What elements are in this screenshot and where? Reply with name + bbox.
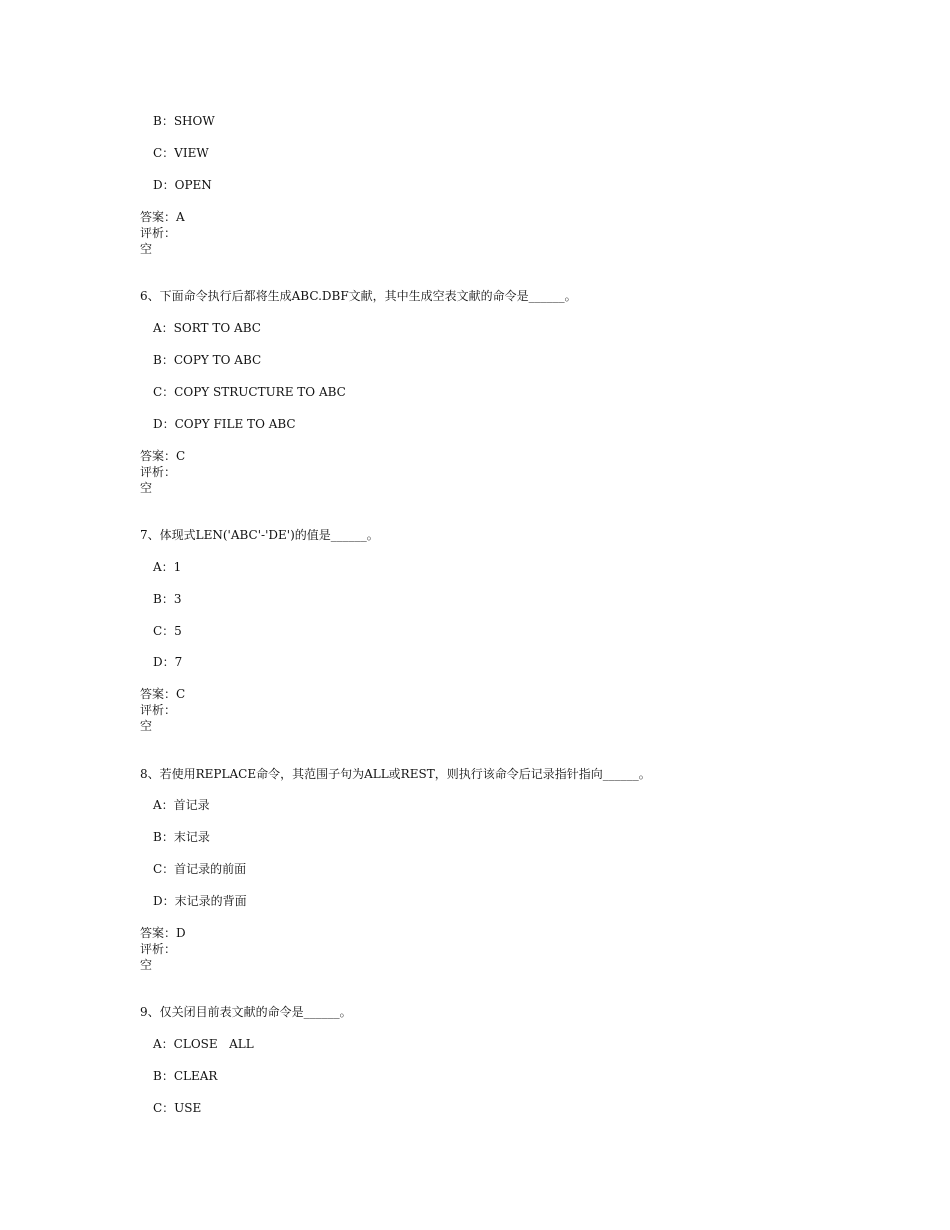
option-c: C：COPY STRUCTURE TO ABC — [153, 385, 346, 399]
option-d: D：7 — [153, 655, 183, 669]
answer: 答案：C — [140, 449, 186, 463]
analysis-label: 评析： — [140, 703, 177, 717]
option-b: B：末记录 — [153, 830, 210, 844]
question-stem: 6、下面命令执行后都将生成ABC.DBF文献，其中生成空表文献的命令是______。 — [140, 289, 577, 303]
analysis-label: 评析： — [140, 465, 177, 479]
option-a: A：SORT TO ABC — [153, 321, 261, 335]
analysis-text: 空 — [140, 719, 153, 733]
analysis-text: 空 — [140, 481, 153, 495]
answer: 答案：D — [140, 926, 186, 940]
option-d: D：OPEN — [153, 178, 212, 192]
option-c: C：首记录的前面 — [153, 862, 247, 876]
question-stem: 9、仅关闭目前表文献的命令是______。 — [140, 1005, 352, 1019]
answer: 答案：A — [140, 210, 185, 224]
option-c: C：USE — [153, 1101, 202, 1115]
analysis-label: 评析： — [140, 942, 177, 956]
option-a: A：首记录 — [153, 798, 210, 812]
option-a: A：1 — [153, 560, 182, 574]
answer: 答案：C — [140, 687, 186, 701]
option-a: A：CLOSE ALL — [153, 1037, 254, 1051]
option-b: B：COPY TO ABC — [153, 353, 262, 367]
question-stem: 7、体现式LEN('ABC'-'DE')的值是______。 — [140, 528, 379, 542]
analysis-text: 空 — [140, 958, 153, 972]
option-d: D：COPY FILE TO ABC — [153, 417, 296, 431]
option-c: C：VIEW — [153, 146, 209, 160]
option-b: B：3 — [153, 592, 182, 606]
analysis-label: 评析： — [140, 226, 177, 240]
analysis-text: 空 — [140, 242, 153, 256]
option-b: B：SHOW — [153, 114, 215, 128]
option-c: C：5 — [153, 624, 182, 638]
question-stem: 8、若使用REPLACE命令，其范围子句为ALL或REST，则执行该命令后记录指针指向______。 — [140, 767, 651, 781]
option-d: D：末记录的背面 — [153, 894, 247, 908]
option-b: B：CLEAR — [153, 1069, 218, 1083]
